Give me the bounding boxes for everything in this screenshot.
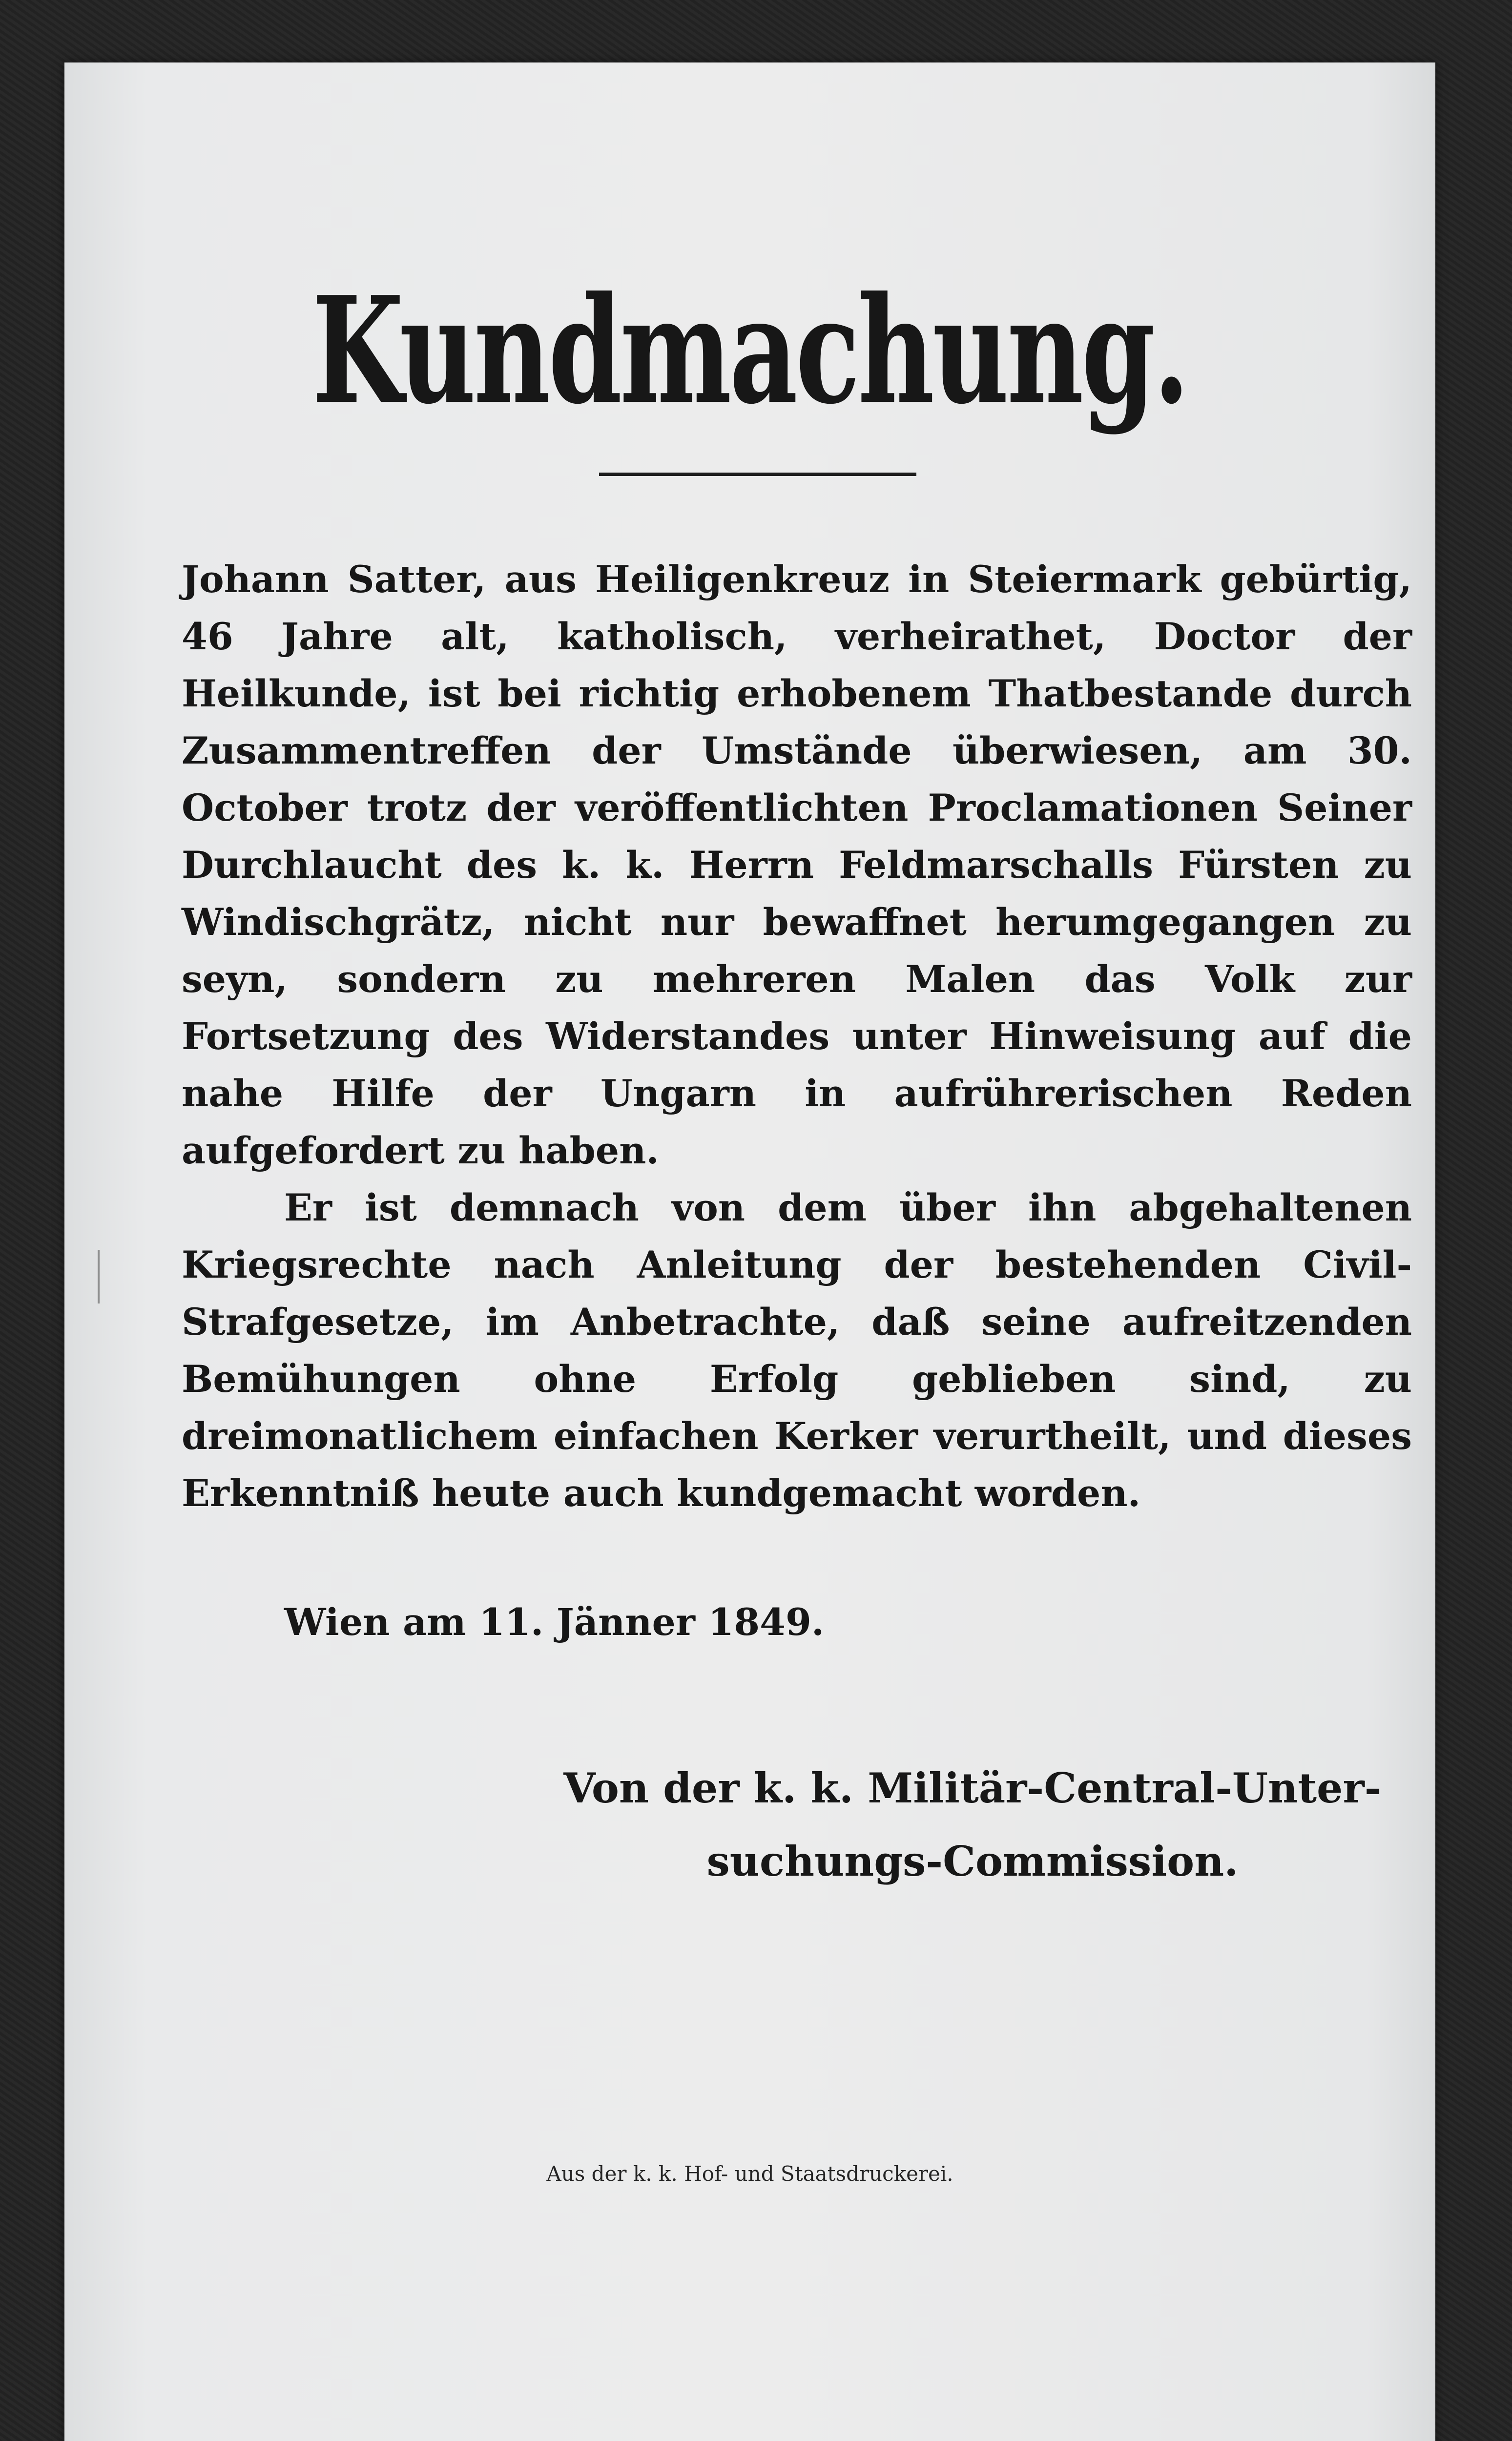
document-title: Kundmachung. bbox=[312, 264, 1188, 436]
date-line: Wien am 11. Jänner 1849. bbox=[284, 1600, 825, 1644]
margin-pencil-mark bbox=[98, 1250, 100, 1303]
signature-block bbox=[533, 1752, 1412, 1898]
document-body bbox=[182, 551, 1412, 1522]
printer-imprint: Aus der k. k. Hof- und Staatsdruckerei. bbox=[546, 2162, 953, 2186]
document-sheet bbox=[64, 62, 1435, 2441]
signature-line-2: suchungs-Commission. bbox=[706, 1837, 1239, 1885]
title-divider bbox=[599, 473, 916, 476]
body-paragraph-1: Johann Satter, aus Heiligenkreuz in Steiermark gebürtig, 46 Jahre alt, katholisch, verheirathet, Doctor der Heilkunde, ist bei richtig erhobenem Thatbestande durch Zusammentreffen der Umstände überwiesen, am 30. October trotz der veröffentlichten Proclamationen Seiner Durchlaucht des k. k. Herrn Feldmarschalls Fürsten zu Windischgrätz, nicht nur bewaffnet herumgegangen zu seyn, sondern zu mehreren Malen das Volk zur Fortsetzung des Widerstandes unter Hinweisung auf die nahe Hilfe der Ungarn in aufrührerischen Reden aufgefordert zu haben. bbox=[182, 558, 1412, 1172]
body-paragraph-2: Er ist demnach von dem über ihn abgehaltenen Kriegsrechte nach Anleitung der bestehenden Civil-Strafgesetze, im Anbetrachte, daß seine aufreitzenden Bemühungen ohne Erfolg geblieben sind, zu dreimonatlichem einfachen Kerker verurtheilt, und dieses Erkenntniß heute auch kundgemacht worden. bbox=[182, 1186, 1412, 1515]
signature-line-1: Von der k. k. Militär-Central-Unter- bbox=[563, 1764, 1382, 1812]
